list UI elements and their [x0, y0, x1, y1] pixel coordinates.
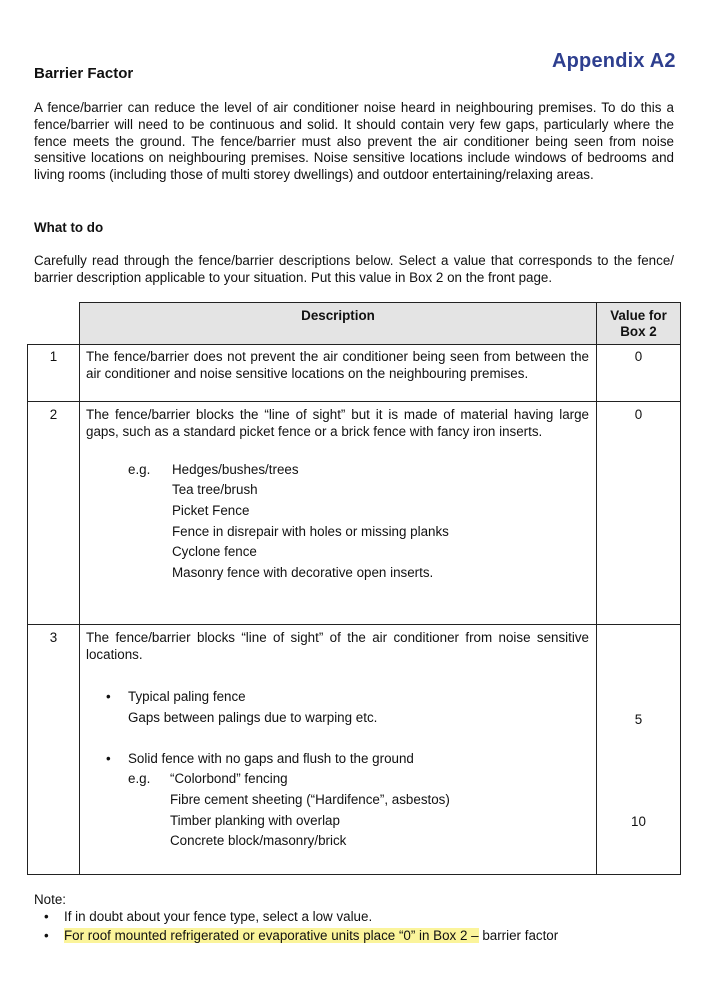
table-rule: [27, 624, 680, 625]
example-item: Tea tree/brush: [172, 482, 258, 497]
row-value: 10: [631, 814, 646, 829]
table-rule: [27, 344, 28, 875]
note-text-highlighted: For roof mounted refrigerated or evaporative units place “0” in Box 2 –: [64, 928, 479, 943]
example-item: Cyclone fence: [172, 544, 257, 559]
table-rule: [680, 302, 681, 875]
example-item: “Colorbond” fencing: [170, 771, 288, 786]
header-value-line2: Box 2: [620, 324, 657, 339]
note-item: [44, 909, 372, 924]
note-text: barrier factor: [478, 928, 559, 943]
header-value-line1: Value for: [610, 308, 667, 323]
table-rule: [79, 302, 680, 303]
example-item: Concrete block/masonry/brick: [170, 833, 347, 848]
bullet-dot: •: [106, 751, 111, 766]
example-item: Picket Fence: [172, 503, 250, 518]
example-item: Timber planking with overlap: [170, 813, 340, 828]
row-value: 0: [634, 349, 643, 364]
table-rule: [27, 874, 680, 875]
intro-paragraph: A fence/barrier can reduce the level of air conditioner noise heard in neighbouring premises. To do this a fence/barrier will need to be continuous and solid. It should contain very few gaps, particularly where the fence meets the ground. The fence/barrier must also prevent the air conditioner being seen from noise sensitive locations on neighbouring premises. Noise sensitive locations include windows of bedrooms and living rooms (including those of multi storey dwellings) and outdoor entertaining/relaxing areas.: [34, 100, 674, 183]
eg-label: e.g.: [128, 462, 151, 477]
row-value: 0: [634, 407, 643, 422]
row-number: 1: [49, 349, 58, 364]
example-item: Fibre cement sheeting (“Hardifence”, asbestos): [170, 792, 450, 807]
table-rule: [596, 302, 597, 875]
example-item: Masonry fence with decorative open inserts.: [172, 565, 434, 580]
row-description: The fence/barrier blocks the “line of sight” but it is made of material having large gaps, such as a standard picket fence or a brick fence with fancy iron inserts.: [86, 407, 589, 439]
note-title: Note:: [34, 892, 67, 907]
bullet-label: Typical paling fence: [128, 689, 246, 704]
header-value: [597, 308, 680, 340]
bullet-dot: •: [44, 909, 49, 924]
what-to-do-heading: What to do: [34, 220, 104, 235]
table-rule: [27, 344, 680, 345]
row-number: 3: [49, 630, 58, 645]
row-number: 2: [49, 407, 58, 422]
what-to-do-text: Carefully read through the fence/barrier descriptions below. Select a value that corresponds to the fence/ barrier description applicable to your situation. Put this value in Box 2 on the front page.: [34, 253, 674, 285]
table-rule: [79, 302, 80, 875]
example-item: Fence in disrepair with holes or missing planks: [172, 524, 449, 539]
appendix-label: Appendix A2: [552, 50, 676, 72]
header-description: Description: [301, 308, 375, 323]
note-item: [44, 928, 558, 943]
table-rule: [27, 401, 680, 402]
eg-label: e.g.: [128, 771, 151, 786]
bullet-dot: •: [106, 689, 111, 704]
row-description: The fence/barrier does not prevent the air conditioner being seen from between the air conditioner and noise sensitive locations on the neighbouring premises.: [86, 349, 589, 381]
note-text: If in doubt about your fence type, select a low value.: [64, 909, 373, 924]
row-description: The fence/barrier blocks “line of sight” of the air conditioner from noise sensitive locations.: [86, 630, 589, 662]
bullet-subtext: Gaps between palings due to warping etc.: [128, 710, 378, 725]
row-value: 5: [634, 712, 643, 727]
example-item: Hedges/bushes/trees: [172, 462, 299, 477]
page-title: Barrier Factor: [34, 65, 134, 82]
bullet-label: Solid fence with no gaps and flush to the ground: [128, 751, 414, 766]
bullet-dot: •: [44, 928, 49, 943]
